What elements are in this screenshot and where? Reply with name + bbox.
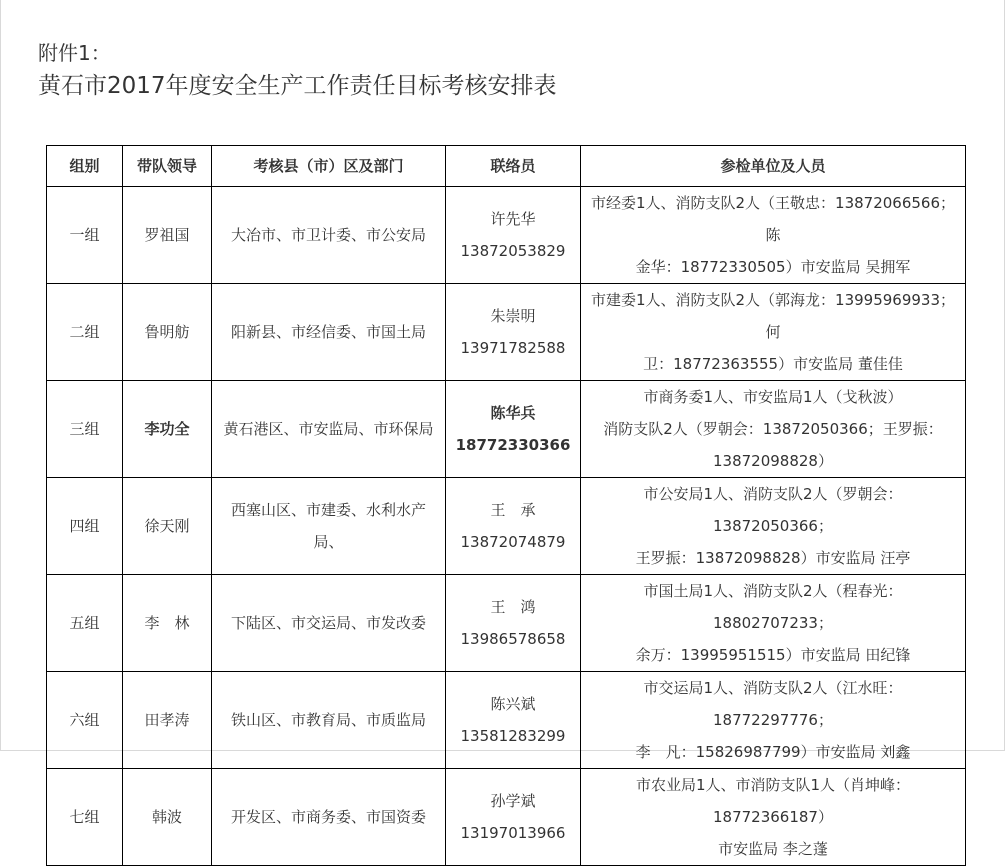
table-header-row: [47, 146, 966, 187]
page-title: 黄石市2017年度安全生产工作责任目标考核安排表: [38, 73, 557, 99]
cell-liaison: 王 承 13872074879: [446, 478, 581, 575]
cell-liaison: 许先华 13872053829: [446, 187, 581, 284]
cell-targets: 开发区、市商务委、市国资委: [212, 769, 446, 866]
cell-members: 市农业局1人、市消防支队1人（肖坤峰： 18772366187） 市安监局 李之蓬: [581, 769, 966, 866]
cell-leader: 李 林: [123, 575, 212, 672]
cell-members: 市经委1人、消防支队2人（王敬忠：13872066566；陈 金华：18772330505）市安监局 吴拥军: [581, 187, 966, 284]
table-row: [47, 284, 966, 381]
cell-targets: 西塞山区、市建委、水利水产 局、: [212, 478, 446, 575]
header-group: 组别: [47, 146, 123, 187]
cell-members: 市交运局1人、消防支队2人（江水旺：18772297776； 李 凡：15826987799）市安监局 刘鑫: [581, 672, 966, 769]
cell-targets: 阳新县、市经信委、市国土局: [212, 284, 446, 381]
cell-targets: 下陆区、市交运局、市发改委: [212, 575, 446, 672]
cell-liaison: 陈兴斌 13581283299: [446, 672, 581, 769]
table-row: [47, 381, 966, 478]
cell-leader: 徐天刚: [123, 478, 212, 575]
attachment-label: 附件1：: [38, 41, 111, 65]
cell-group: 三组: [47, 381, 123, 478]
cell-liaison: 王 鸿 13986578658: [446, 575, 581, 672]
table-row: [47, 478, 966, 575]
cell-members: 市国土局1人、消防支队2人（程春光：18802707233； 余万：13995951515）市安监局 田纪锋: [581, 575, 966, 672]
table-row: [47, 672, 966, 769]
header-liaison: 联络员: [446, 146, 581, 187]
cell-leader: 韩波: [123, 769, 212, 866]
cell-leader: 罗祖国: [123, 187, 212, 284]
cell-targets: 铁山区、市教育局、市质监局: [212, 672, 446, 769]
cell-leader: 田孝涛: [123, 672, 212, 769]
table-row: [47, 575, 966, 672]
cell-group: 七组: [47, 769, 123, 866]
cell-liaison: 陈华兵 18772330366: [446, 381, 581, 478]
cell-leader: 鲁明舫: [123, 284, 212, 381]
cell-group: 六组: [47, 672, 123, 769]
cell-members: 市商务委1人、市安监局1人（戈秋波） 消防支队2人（罗朝会：13872050366；王罗振： 13872098828）: [581, 381, 966, 478]
cell-group: 五组: [47, 575, 123, 672]
cell-group: 一组: [47, 187, 123, 284]
cell-group: 二组: [47, 284, 123, 381]
cell-members: 市公安局1人、消防支队2人（罗朝会：13872050366； 王罗振：13872098828）市安监局 汪亭: [581, 478, 966, 575]
table-row: [47, 187, 966, 284]
cell-liaison: 朱崇明 13971782588: [446, 284, 581, 381]
cell-leader: 李功全: [123, 381, 212, 478]
cell-liaison: 孙学斌 13197013966: [446, 769, 581, 866]
cell-targets: 黄石港区、市安监局、市环保局: [212, 381, 446, 478]
header-leader: 带队领导: [123, 146, 212, 187]
cell-targets: 大冶市、市卫计委、市公安局: [212, 187, 446, 284]
cell-group: 四组: [47, 478, 123, 575]
header-targets: 考核县（市）区及部门: [212, 146, 446, 187]
header-members: 参检单位及人员: [581, 146, 966, 187]
table-row: [47, 769, 966, 866]
schedule-table: [46, 145, 966, 866]
cell-members: 市建委1人、消防支队2人（郭海龙：13995969933；何 卫：18772363555）市安监局 董佳佳: [581, 284, 966, 381]
